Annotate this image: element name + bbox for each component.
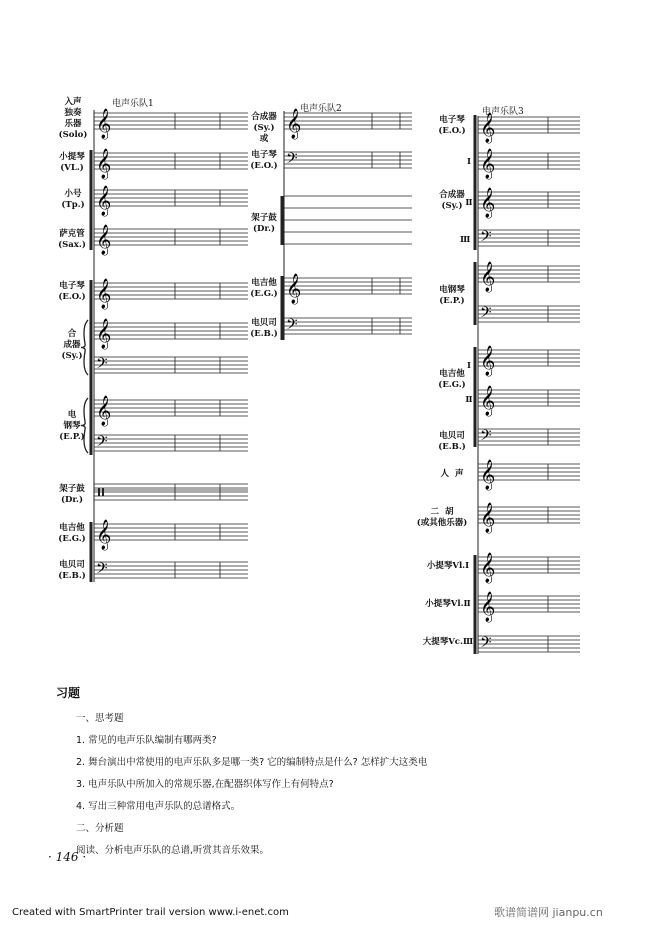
score2-label-eb: 电贝司 (E.B.): [250, 318, 278, 339]
treble-clef: 𝄞: [96, 186, 112, 216]
score1-label-sax: 萨克管 (Sax.): [58, 229, 86, 250]
treble-clef: 𝄞: [96, 109, 112, 139]
score3-label-vl1: 小提琴Vl.Ⅰ: [426, 561, 470, 571]
score1-label-solo: 入声 独奏 乐器 (Solo): [58, 97, 88, 140]
bass-clef: 𝄢: [480, 634, 492, 655]
exercise-line: 1. 常见的电声乐队编制有哪两类?: [76, 735, 217, 746]
score3-label-ep: 电钢琴 (E.P.): [439, 285, 465, 306]
score3-label-voice: 人 声: [440, 469, 464, 479]
page-number: · 146 ·: [48, 850, 87, 864]
score3-roman-1: Ⅰ: [467, 157, 471, 167]
score1-label-trumpet: 小号 (Tp.): [61, 189, 85, 210]
exercises-title: 习题: [56, 686, 81, 700]
treble-clef: 𝄞: [480, 149, 496, 179]
bass-clef: 𝄢: [286, 150, 298, 171]
score3-roman-2: Ⅱ: [465, 198, 473, 208]
exercise-line: 3. 电声乐队中所加入的常规乐器,在配器织体写作上有何特点?: [76, 779, 334, 790]
treble-clef: 𝄞: [96, 149, 112, 179]
footer-text: Created with SmartPrinter trail version www.i-enet.com: [12, 907, 289, 918]
bass-clef: 𝄢: [480, 427, 492, 448]
treble-clef: 𝄞: [96, 396, 112, 426]
score3-roman-3: Ⅲ: [460, 235, 471, 245]
exercise-line: 二、分析题: [76, 823, 124, 834]
treble-clef: 𝄞: [96, 520, 112, 550]
bass-clef: 𝄢: [286, 316, 298, 337]
treble-clef: 𝄞: [480, 503, 496, 533]
score1-label-eb: 电贝司 (E.B.): [58, 560, 86, 581]
bass-clef: 𝄢: [480, 228, 492, 249]
treble-clef: 𝄞: [96, 279, 112, 309]
score3-roman-4: Ⅰ: [467, 361, 471, 371]
treble-clef: 𝄞: [480, 262, 496, 292]
watermark: 歌谱简谱网 jianpu.cn: [494, 906, 603, 919]
treble-clef: 𝄞: [480, 460, 496, 490]
bass-clef: 𝄢: [96, 355, 108, 376]
exercise-line: 一、思考题: [76, 713, 124, 724]
score3-label-eo: 电子琴 (E.O.): [438, 115, 466, 136]
treble-clef: 𝄞: [96, 225, 112, 255]
score2-title: 电声乐队2: [300, 104, 342, 114]
score2-label-eg: 电吉他 (E.G.): [250, 278, 278, 299]
score1-label-eo: 电子琴 (E.O.): [58, 281, 86, 302]
treble-clef: 𝄞: [96, 319, 112, 349]
bass-clef: 𝄢: [96, 560, 108, 581]
treble-clef: 𝄞: [286, 109, 302, 139]
treble-clef: 𝄞: [480, 592, 496, 622]
score3-label-vl2: 小提琴Vl.Ⅱ: [425, 599, 471, 609]
bass-clef: 𝄢: [96, 433, 108, 454]
score1-label-sy: 合 成器 (Sy.): [61, 329, 83, 361]
treble-clef: 𝄞: [480, 386, 496, 416]
score1-title: 电声乐队1: [112, 99, 154, 109]
score3-roman-5: Ⅱ: [465, 395, 473, 405]
score3-title: 电声乐队3: [482, 107, 524, 117]
bass-clef: 𝄢: [480, 304, 492, 325]
treble-clef: 𝄞: [480, 346, 496, 376]
treble-clef: 𝄞: [480, 113, 496, 143]
score3-label-sy: 合成器 (Sy.): [439, 190, 465, 211]
score1-label-dr: 架子鼓 (Dr.): [59, 484, 85, 505]
score2-label-dr: 架子鼓 (Dr.): [251, 213, 277, 234]
score2-label-eo: 电子琴 (E.O.): [250, 150, 278, 171]
score2-label-sy: 合成器 (Sy.) 或: [251, 112, 277, 144]
exercise-line: 2. 舞台演出中常使用的电声乐队多是哪一类? 它的编制特点是什么? 怎样扩大这类电: [76, 757, 428, 768]
score3-label-eb: 电贝司 (E.B.): [438, 431, 466, 452]
exercise-line: 4. 写出三种常用电声乐队的总谱格式。: [76, 801, 241, 812]
score1-label-violin: 小提琴 (VL.): [59, 152, 85, 173]
score3-label-eg: 电吉他 (E.G.): [438, 369, 466, 390]
treble-clef: 𝄞: [480, 188, 496, 218]
treble-clef: 𝄞: [480, 553, 496, 583]
score3-label-vc: 大提琴Vc.Ⅲ: [422, 637, 474, 647]
score3-label-erhu: 二 胡 (或其他乐器): [416, 507, 468, 528]
score1-label-ep: 电 钢琴 (E.P.): [59, 410, 85, 442]
exercise-line: 阅读、分析电声乐队的总谱,听赏其音乐效果。: [76, 845, 270, 856]
treble-clef: 𝄞: [286, 274, 302, 304]
score1-label-eg: 电吉他 (E.G.): [58, 523, 86, 544]
